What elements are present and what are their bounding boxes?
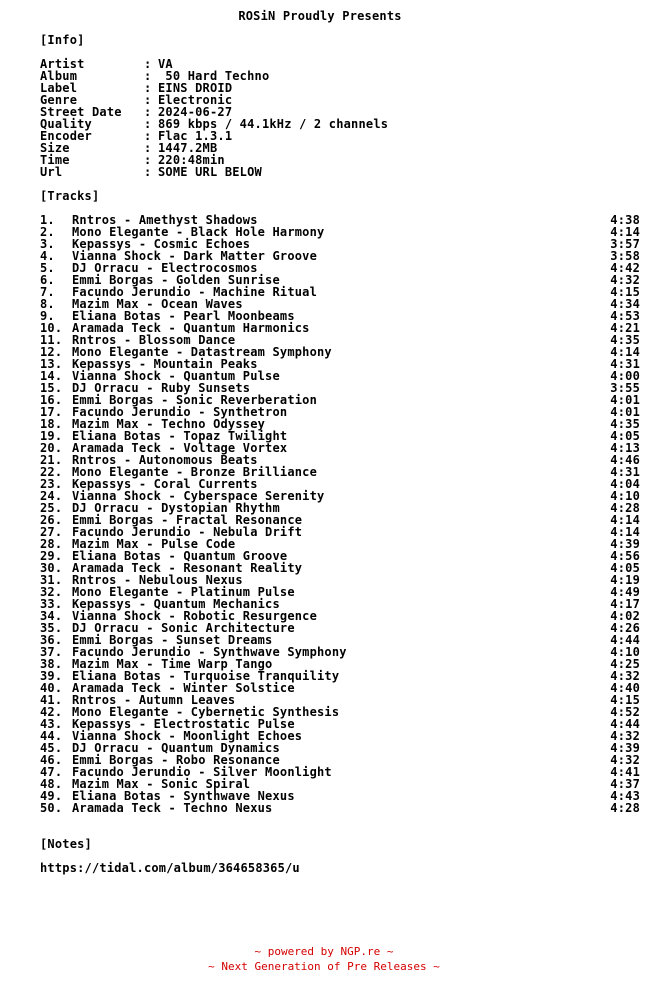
- info-field: [40, 70, 640, 82]
- info-key: Size: [40, 141, 70, 155]
- info-heading: [Info]: [40, 33, 85, 47]
- track-title: Emmi Borgas - Golden Sunrise: [72, 273, 280, 287]
- track-duration: 4:53: [610, 309, 640, 323]
- info-key: Url: [40, 165, 63, 179]
- info-value: VA: [158, 57, 173, 71]
- track-duration: 4:10: [610, 489, 640, 503]
- track-number: 10.: [40, 321, 63, 335]
- track-number: 47.: [40, 765, 63, 779]
- track-duration: 4:39: [610, 537, 640, 551]
- track-title: Rntros - Autonomous Beats: [72, 453, 258, 467]
- footer-powered-by: ~ powered by NGP.re ~: [254, 945, 394, 958]
- track-number: 16.: [40, 393, 63, 407]
- info-fields: [40, 58, 640, 178]
- track-title: DJ Orracu - Electrocosmos: [72, 261, 258, 275]
- track-duration: 4:05: [610, 561, 640, 575]
- track-duration: 4:43: [610, 789, 640, 803]
- track-duration: 4:25: [610, 657, 640, 671]
- track-duration: 4:34: [610, 297, 640, 311]
- info-key: Label: [40, 81, 78, 95]
- info-key: Album: [40, 69, 78, 83]
- track-title: Mono Elegante - Black Hole Harmony: [72, 225, 325, 239]
- track-number: 29.: [40, 549, 63, 563]
- track-number: 36.: [40, 633, 63, 647]
- track-number: 20.: [40, 441, 63, 455]
- track-duration: 4:35: [610, 333, 640, 347]
- track-title: Vianna Shock - Moonlight Echoes: [72, 729, 303, 743]
- track-title: Vianna Shock - Robotic Resurgence: [72, 609, 318, 623]
- track-duration: 4:31: [610, 357, 640, 371]
- info-field: [40, 142, 640, 154]
- info-field: [40, 82, 640, 94]
- footer-tagline: ~ Next Generation of Pre Releases ~: [208, 960, 440, 973]
- track-title: Mazim Max - Time Warp Tango: [72, 657, 273, 671]
- track-duration: 4:44: [610, 633, 640, 647]
- track-title: Eliana Botas - Topaz Twilight: [72, 429, 288, 443]
- track-title: Rntros - Amethyst Shadows: [72, 213, 258, 227]
- track-title: Kepassys - Cosmic Echoes: [72, 237, 251, 251]
- info-field: [40, 154, 640, 166]
- track-title: Facundo Jerundio - Synthetron: [72, 405, 288, 419]
- info-separator: :: [144, 81, 152, 95]
- track-title: Aramada Teck - Voltage Vortex: [72, 441, 288, 455]
- info-separator: :: [144, 105, 152, 119]
- track-number: 50.: [40, 801, 63, 815]
- track-title: Aramada Teck - Quantum Harmonics: [72, 321, 310, 335]
- track-duration: 4:44: [610, 717, 640, 731]
- track-title: Mazim Max - Ocean Waves: [72, 297, 243, 311]
- track-title: Facundo Jerundio - Nebula Drift: [72, 525, 303, 539]
- nfo-document: [40, 10, 640, 874]
- info-field: [40, 58, 640, 70]
- track-duration: 4:38: [610, 213, 640, 227]
- info-separator: :: [144, 57, 152, 71]
- track-title: Vianna Shock - Quantum Pulse: [72, 369, 280, 383]
- track-number: 2.: [40, 225, 55, 239]
- track-number: 18.: [40, 417, 63, 431]
- track-number: 9.: [40, 309, 55, 323]
- track-duration: 4:32: [610, 753, 640, 767]
- track-number: 32.: [40, 585, 63, 599]
- info-value: 50 Hard Techno: [158, 69, 270, 83]
- track-duration: 4:00: [610, 369, 640, 383]
- info-separator: :: [144, 93, 152, 107]
- track-title: Mazim Max - Pulse Code: [72, 537, 236, 551]
- track-number: 19.: [40, 429, 63, 443]
- track-duration: 4:40: [610, 681, 640, 695]
- info-key: Artist: [40, 57, 85, 71]
- track-title: Facundo Jerundio - Synthwave Symphony: [72, 645, 347, 659]
- info-value: Flac 1.3.1: [158, 129, 233, 143]
- track-title: Facundo Jerundio - Machine Ritual: [72, 285, 318, 299]
- track-number: 23.: [40, 477, 63, 491]
- track-duration: 4:10: [610, 645, 640, 659]
- track-number: 14.: [40, 369, 63, 383]
- notes-heading: [Notes]: [40, 837, 92, 851]
- track-number: 17.: [40, 405, 63, 419]
- info-field: [40, 166, 640, 178]
- track-number: 28.: [40, 537, 63, 551]
- track-title: Rntros - Nebulous Nexus: [72, 573, 243, 587]
- track-number: 41.: [40, 693, 63, 707]
- track-title: Mazim Max - Techno Odyssey: [72, 417, 266, 431]
- track-title: Eliana Botas - Turquoise Tranquility: [72, 669, 340, 683]
- track-duration: 4:15: [610, 693, 640, 707]
- track-title: Vianna Shock - Cyberspace Serenity: [72, 489, 325, 503]
- track-duration: 4:19: [610, 573, 640, 587]
- track-number: 25.: [40, 501, 63, 515]
- track-number: 37.: [40, 645, 63, 659]
- track-duration: 4:01: [610, 405, 640, 419]
- track-number: 1.: [40, 213, 55, 227]
- track-number: 5.: [40, 261, 55, 275]
- track-title: DJ Orracu - Quantum Dynamics: [72, 741, 280, 755]
- track-title: Aramada Teck - Techno Nexus: [72, 801, 273, 815]
- track-number: 7.: [40, 285, 55, 299]
- track-number: 3.: [40, 237, 55, 251]
- release-title: ROSiN Proudly Presents: [238, 9, 402, 23]
- track-number: 35.: [40, 621, 63, 635]
- track-duration: 3:57: [610, 237, 640, 251]
- track-duration: 3:55: [610, 381, 640, 395]
- track-number: 45.: [40, 741, 63, 755]
- track-title: Mono Elegante - Cybernetic Synthesis: [72, 705, 340, 719]
- info-value: 869 kbps / 44.1kHz / 2 channels: [158, 117, 389, 131]
- track-duration: 4:28: [610, 501, 640, 515]
- track-number: 22.: [40, 465, 63, 479]
- track-number: 12.: [40, 345, 63, 359]
- track-title: Mono Elegante - Platinum Pulse: [72, 585, 295, 599]
- track-duration: 4:26: [610, 621, 640, 635]
- track-number: 39.: [40, 669, 63, 683]
- track-number: 26.: [40, 513, 63, 527]
- track-number: 43.: [40, 717, 63, 731]
- track-number: 33.: [40, 597, 63, 611]
- track-number: 13.: [40, 357, 63, 371]
- track-title: Emmi Borgas - Fractal Resonance: [72, 513, 303, 527]
- tracks-heading: [Tracks]: [40, 189, 100, 203]
- track-duration: 4:14: [610, 225, 640, 239]
- track-title: Aramada Teck - Resonant Reality: [72, 561, 303, 575]
- track-number: 46.: [40, 753, 63, 767]
- track-title: Emmi Borgas - Sonic Reverberation: [72, 393, 318, 407]
- track-number: 4.: [40, 249, 55, 263]
- track-title: Emmi Borgas - Sunset Dreams: [72, 633, 273, 647]
- info-key: Street Date: [40, 105, 122, 119]
- info-separator: :: [144, 141, 152, 155]
- info-value: Electronic: [158, 93, 233, 107]
- track-title: Kepassys - Coral Currents: [72, 477, 258, 491]
- track-duration: 4:14: [610, 525, 640, 539]
- track-number: 6.: [40, 273, 55, 287]
- track-title: Eliana Botas - Quantum Groove: [72, 549, 288, 563]
- track-title: Mono Elegante - Bronze Brilliance: [72, 465, 318, 479]
- info-separator: :: [144, 153, 152, 167]
- track-title: Facundo Jerundio - Silver Moonlight: [72, 765, 332, 779]
- track-number: 48.: [40, 777, 63, 791]
- track-duration: 4:41: [610, 765, 640, 779]
- track-number: 42.: [40, 705, 63, 719]
- track-duration: 4:35: [610, 417, 640, 431]
- track-duration: 4:32: [610, 729, 640, 743]
- track-duration: 4:17: [610, 597, 640, 611]
- track-title: Eliana Botas - Synthwave Nexus: [72, 789, 295, 803]
- info-key: Encoder: [40, 129, 92, 143]
- track-duration: 4:56: [610, 549, 640, 563]
- info-value: 220:48min: [158, 153, 225, 167]
- track-number: 8.: [40, 297, 55, 311]
- track-title: Vianna Shock - Dark Matter Groove: [72, 249, 318, 263]
- track-duration: 4:15: [610, 285, 640, 299]
- track-number: 21.: [40, 453, 63, 467]
- track-duration: 4:37: [610, 777, 640, 791]
- info-value: 1447.2MB: [158, 141, 218, 155]
- track-number: 24.: [40, 489, 63, 503]
- track-duration: 4:31: [610, 465, 640, 479]
- info-separator: :: [144, 117, 152, 131]
- info-separator: :: [144, 69, 152, 83]
- track-duration: 4:28: [610, 801, 640, 815]
- track-number: 49.: [40, 789, 63, 803]
- notes-url: https://tidal.com/album/364658365/u: [40, 861, 300, 875]
- info-value: 2024-06-27: [158, 105, 233, 119]
- track-duration: 4:52: [610, 705, 640, 719]
- track-duration: 4:39: [610, 741, 640, 755]
- track-title: Rntros - Autumn Leaves: [72, 693, 236, 707]
- info-separator: :: [144, 129, 152, 143]
- track-duration: 4:32: [610, 273, 640, 287]
- track-number: 40.: [40, 681, 63, 695]
- track-title: DJ Orracu - Sonic Architecture: [72, 621, 295, 635]
- track-number: 31.: [40, 573, 63, 587]
- track-title: Mazim Max - Sonic Spiral: [72, 777, 251, 791]
- track-duration: 4:21: [610, 321, 640, 335]
- track-duration: 3:58: [610, 249, 640, 263]
- track-duration: 4:14: [610, 345, 640, 359]
- track-number: 44.: [40, 729, 63, 743]
- track-number: 15.: [40, 381, 63, 395]
- info-value: EINS DROID: [158, 81, 233, 95]
- track-number: 27.: [40, 525, 63, 539]
- track-duration: 4:02: [610, 609, 640, 623]
- track-duration: 4:05: [610, 429, 640, 443]
- track-title: Kepassys - Mountain Peaks: [72, 357, 258, 371]
- info-separator: :: [144, 165, 152, 179]
- track-title: DJ Orracu - Dystopian Rhythm: [72, 501, 280, 515]
- track-duration: 4:32: [610, 669, 640, 683]
- track-row: [40, 802, 640, 814]
- track-duration: 4:49: [610, 585, 640, 599]
- info-key: Genre: [40, 93, 78, 107]
- track-title: Emmi Borgas - Robo Resonance: [72, 753, 280, 767]
- track-duration: 4:42: [610, 261, 640, 275]
- track-duration: 4:13: [610, 441, 640, 455]
- info-field: [40, 130, 640, 142]
- info-value: SOME URL BELOW: [158, 165, 262, 179]
- track-list: [40, 214, 640, 814]
- track-title: Rntros - Blossom Dance: [72, 333, 236, 347]
- track-duration: 4:04: [610, 477, 640, 491]
- track-title: Kepassys - Quantum Mechanics: [72, 597, 280, 611]
- track-number: 38.: [40, 657, 63, 671]
- track-title: Aramada Teck - Winter Solstice: [72, 681, 295, 695]
- track-number: 34.: [40, 609, 63, 623]
- track-duration: 4:01: [610, 393, 640, 407]
- track-title: DJ Orracu - Ruby Sunsets: [72, 381, 251, 395]
- track-title: Mono Elegante - Datastream Symphony: [72, 345, 332, 359]
- info-field: [40, 118, 640, 130]
- info-key: Quality: [40, 117, 92, 131]
- info-field: [40, 94, 640, 106]
- track-title: Kepassys - Electrostatic Pulse: [72, 717, 295, 731]
- track-number: 11.: [40, 333, 63, 347]
- info-key: Time: [40, 153, 70, 167]
- track-duration: 4:46: [610, 453, 640, 467]
- track-duration: 4:14: [610, 513, 640, 527]
- track-number: 30.: [40, 561, 63, 575]
- track-title: Eliana Botas - Pearl Moonbeams: [72, 309, 295, 323]
